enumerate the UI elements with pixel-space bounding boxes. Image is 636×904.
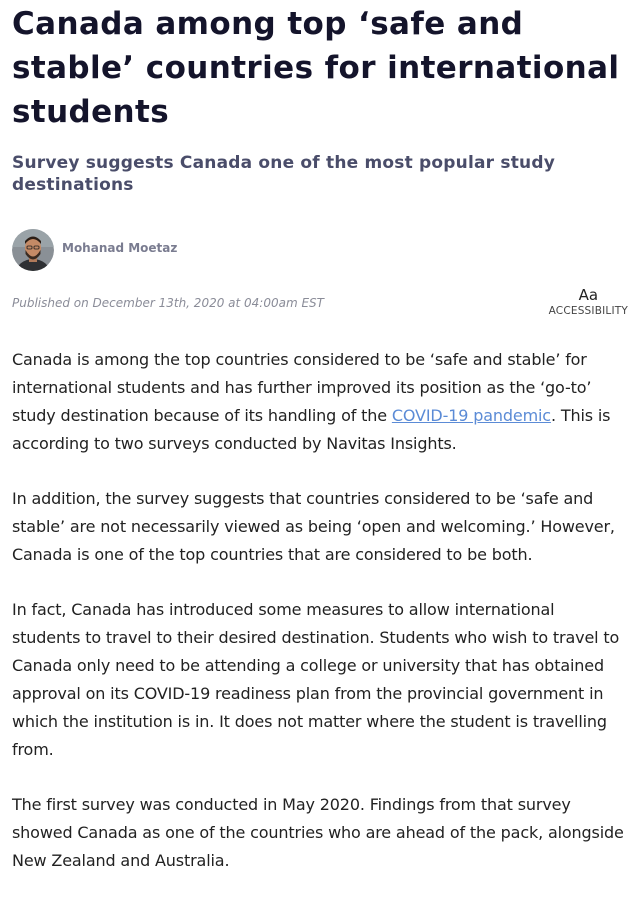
author-name[interactable]: Mohanad Moetaz [62, 241, 178, 255]
meta-row [12, 286, 628, 326]
author-avatar-photo [12, 229, 54, 271]
paragraph-2: In addition, the survey suggests that countries considered to be ‘safe and stable’ are not necessarily viewed as being ‘open and welcoming.’ However, Canada is one of the top countries that are considered to be both. [12, 489, 615, 564]
author-avatar[interactable] [12, 229, 54, 271]
paragraph-1 [12, 346, 624, 458]
text-size-icon: Aa [578, 286, 599, 304]
article-subheadline: Survey suggests Canada one of the most popular study destinations [12, 153, 555, 195]
byline [12, 228, 624, 272]
covid-pandemic-link[interactable]: COVID-19 pandemic [391, 406, 551, 425]
paragraph-4: The first survey was conducted in May 2020. Findings from that survey showed Canada as one of the countries who are ahead of the pack, alongside New Zealand and Australia. [12, 795, 624, 870]
published-date: Published on December 13th, 2020 at 04:00am EST [12, 296, 325, 310]
accessibility-label: ACCESSIBILITY [548, 305, 628, 317]
accessibility-button[interactable] [549, 286, 628, 318]
article-headline: Canada among top ‘safe and stable’ countries for international students [12, 6, 620, 130]
paragraph-1-text-start: Canada is among the top countries considered to be ‘safe and stable’ for international students and has further improved its position as the ‘go-to’ study destination because of its handling of the [12, 350, 592, 425]
paragraph-1-text-end: . This is according to two surveys conducted by Navitas Insights. [12, 406, 611, 453]
article-body [12, 346, 624, 875]
paragraph-3: In fact, Canada has introduced some measures to allow international students to travel to their desired destination. Students who wish to travel to Canada only need to be attending a college or university that has obtained approval on its COVID-19 readiness plan from the provincial government in which the institution is in. It does not matter where the student is travelling from. [12, 600, 620, 759]
